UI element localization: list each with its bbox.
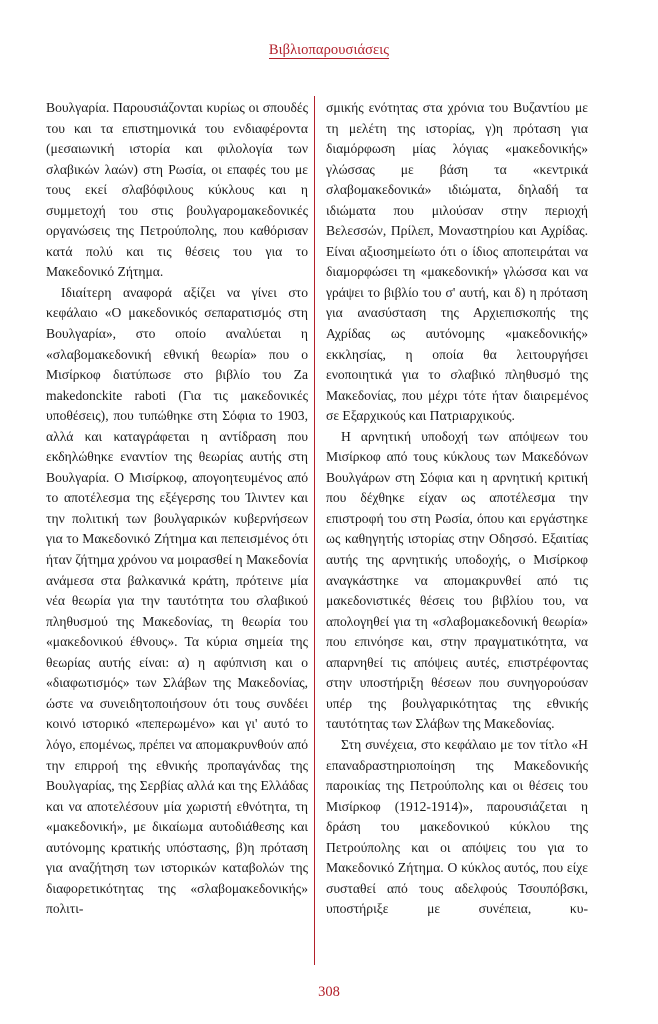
page-number: 308 — [318, 984, 340, 1000]
paragraph: σμικής ενότητας στα χρόνια του Βυζαντίου με τη μελέτη της ιστορίας, γ)η πρόταση για διαμόρφωση μίας λόγιας «μακεδονικής» γλώσσας με βάση τα «κεντρικά σλαβομακεδονικά» ιδιώματα, δηλαδή τα ιδιώματα που μιλούσαν στην περιοχή Βελεσσών, Πρίλεπ, Μοναστηρίου και Αχρίδας. Είναι αξιοσημείωτο ότι ο ίδιος αποπειράται να διαμορφώσει τη «μακεδονική» γλώσσα και να γράψει το βιβλίο του σ' αυτή, και δ) η πρόταση για ανασύσταση της Αρχιεπισκοπής της Αχρίδας ως αυτόνομης «μακεδονικής» εκκλησίας, η οποία θα λειτουργήσει ενοποιητικά για το σλαβικό πληθυσμό της Μακεδονίας, που μέχρι τότε ήταν διαιρεμένος σε Εξαρχικούς και Πατριαρχικούς. — [326, 100, 588, 424]
paragraph: Ιδιαίτερη αναφορά αξίζει να γίνει στο κεφάλαιο «Ο μακεδονικός σεπαρατισμός στη Βουλγαρία», στο οποίο αναλύεται η «σλαβομακεδονική εθνική θεωρία» που ο Μισίρκοφ διατύπωσε στο βιβλίο του Za makedonckite raboti (Για τις μακεδονικές υποθέσεις), που τυπώθηκε στη Σόφια το 1903, αλλά και καταγράφεται η αντίδραση που εκδηλώθηκε εναντίον της θεωρίας αυτής στη Βουλγαρία. Ο Μισίρκοφ, απογοητευμένος από το αποτέλεσμα της εξέγερσης του Ίλιντεν και την πολιτική των βουλγαρικών κυβερνήσεων για το Μακεδονικό Ζήτημα και πεπεισμένος ότι ήταν ζήτημα χρόνου να μοιρασθεί η Μακεδονία ανάμεσα στα βαλκανικά κράτη, πρότεινε μία νέα θεωρία για την ταυτότητα του σλαβικού πληθυσμού της Μακεδονίας, τη θεωρία του «μακεδονικού έθνους». Τα κύρια σημεία της θεωρίας αυτής είναι: α) η αφύπνιση και ο «διαφωτισμός» των Σλάβων της Μακεδονίας, ώστε να συνειδητοποιήσουν ότι τους συνδέει κοινό ιστορικό «πεπερωμένο» και γι' αυτό το λόγο, επομένως, πρέπει να απομακρυνθούν από την επιρροή της εθνικής προπαγάνδας της Βουλγαρίας, της Σερβίας αλλά και της Ελλάδας και να αποτελέσουν μία χωριστή εθνότητα, τη «μακεδονική», με δικαίωμα αυτοδιάθεσης και αυτόνομης κρατικής υπόστασης, β)η πρόταση για αναζήτηση των ιστορικών καταβολών της διαφορετικότητας της «σλαβομακεδονικής» πολιτι- — [46, 284, 308, 917]
running-header — [0, 42, 658, 59]
section-title: Βιβλιοπαρουσιάσεις — [268, 42, 390, 58]
column-divider — [314, 96, 315, 965]
left-column — [46, 98, 308, 920]
paragraph: Η αρνητική υποδοχή των απόψεων του Μισίρκοφ από τους κύκλους των Μακεδόνων Βουλγάρων στη Σόφια και η αρνητική κριτική που δέχθηκε είχαν ως αποτέλεσμα την επιστροφή του στη Ρωσία, όπου και εργάστηκε ως καθηγητής ιστορίας στην Οδησσό. Εξαιτίας αυτής της αρνητικής υποδοχής, ο Μισίρκοφ αναγκάστηκε να απομακρυνθεί από τις μακεδονιστικές θέσεις του βιβλίου του, να απολογηθεί για τη «σλαβομακεδονική θεωρία» που επινόησε και, στην πραγματικότητα, να απαρνηθεί τις απόψεις αυτές, επιστρέφοντας στην υποστήριξη θέσεων που συνηγορούσαν υπέρ της βουλγαρικότητας της εθνικής ταυτότητας των Σλάβων της Μακεδονίας. — [326, 428, 588, 732]
paragraph: Βουλγαρία. Παρουσιάζονται κυρίως οι σπουδές του και τα επιστημονικά του ενδιαφέροντα (μεσαιωνική ιστορία και φιλολογία των σλαβικών λαών) στη Ρωσία, οι επαφές του με τους εκεί σλαβόφιλους κύκλους και η συμμετοχή του στις βουλγαρομακεδονικές οργανώσεις της Πετρούπολης, που καθόρισαν κατά πολύ και τις θέσεις του για το Μακεδονικό Ζήτημα. — [46, 100, 308, 280]
right-column — [326, 98, 588, 920]
paragraph: Στη συνέχεια, στο κεφάλαιο με τον τίτλο «Η επαναδραστηριοποίηση της Μακεδονικής παροικίας της Πετρούπολης και οι θέσεις του Μισίρκοφ (1912-1914)», παρουσιάζεται η δράση του μακεδονικού κύκλου της Πετρούπολης και οι απόψεις του για το Μακεδονικό Ζήτημα. Ο κύκλος αυτός, που είχε συσταθεί από τους αδελφούς Τσουπόβσκι, υποστήριξε με συνέπεια, κυ- — [326, 736, 588, 917]
